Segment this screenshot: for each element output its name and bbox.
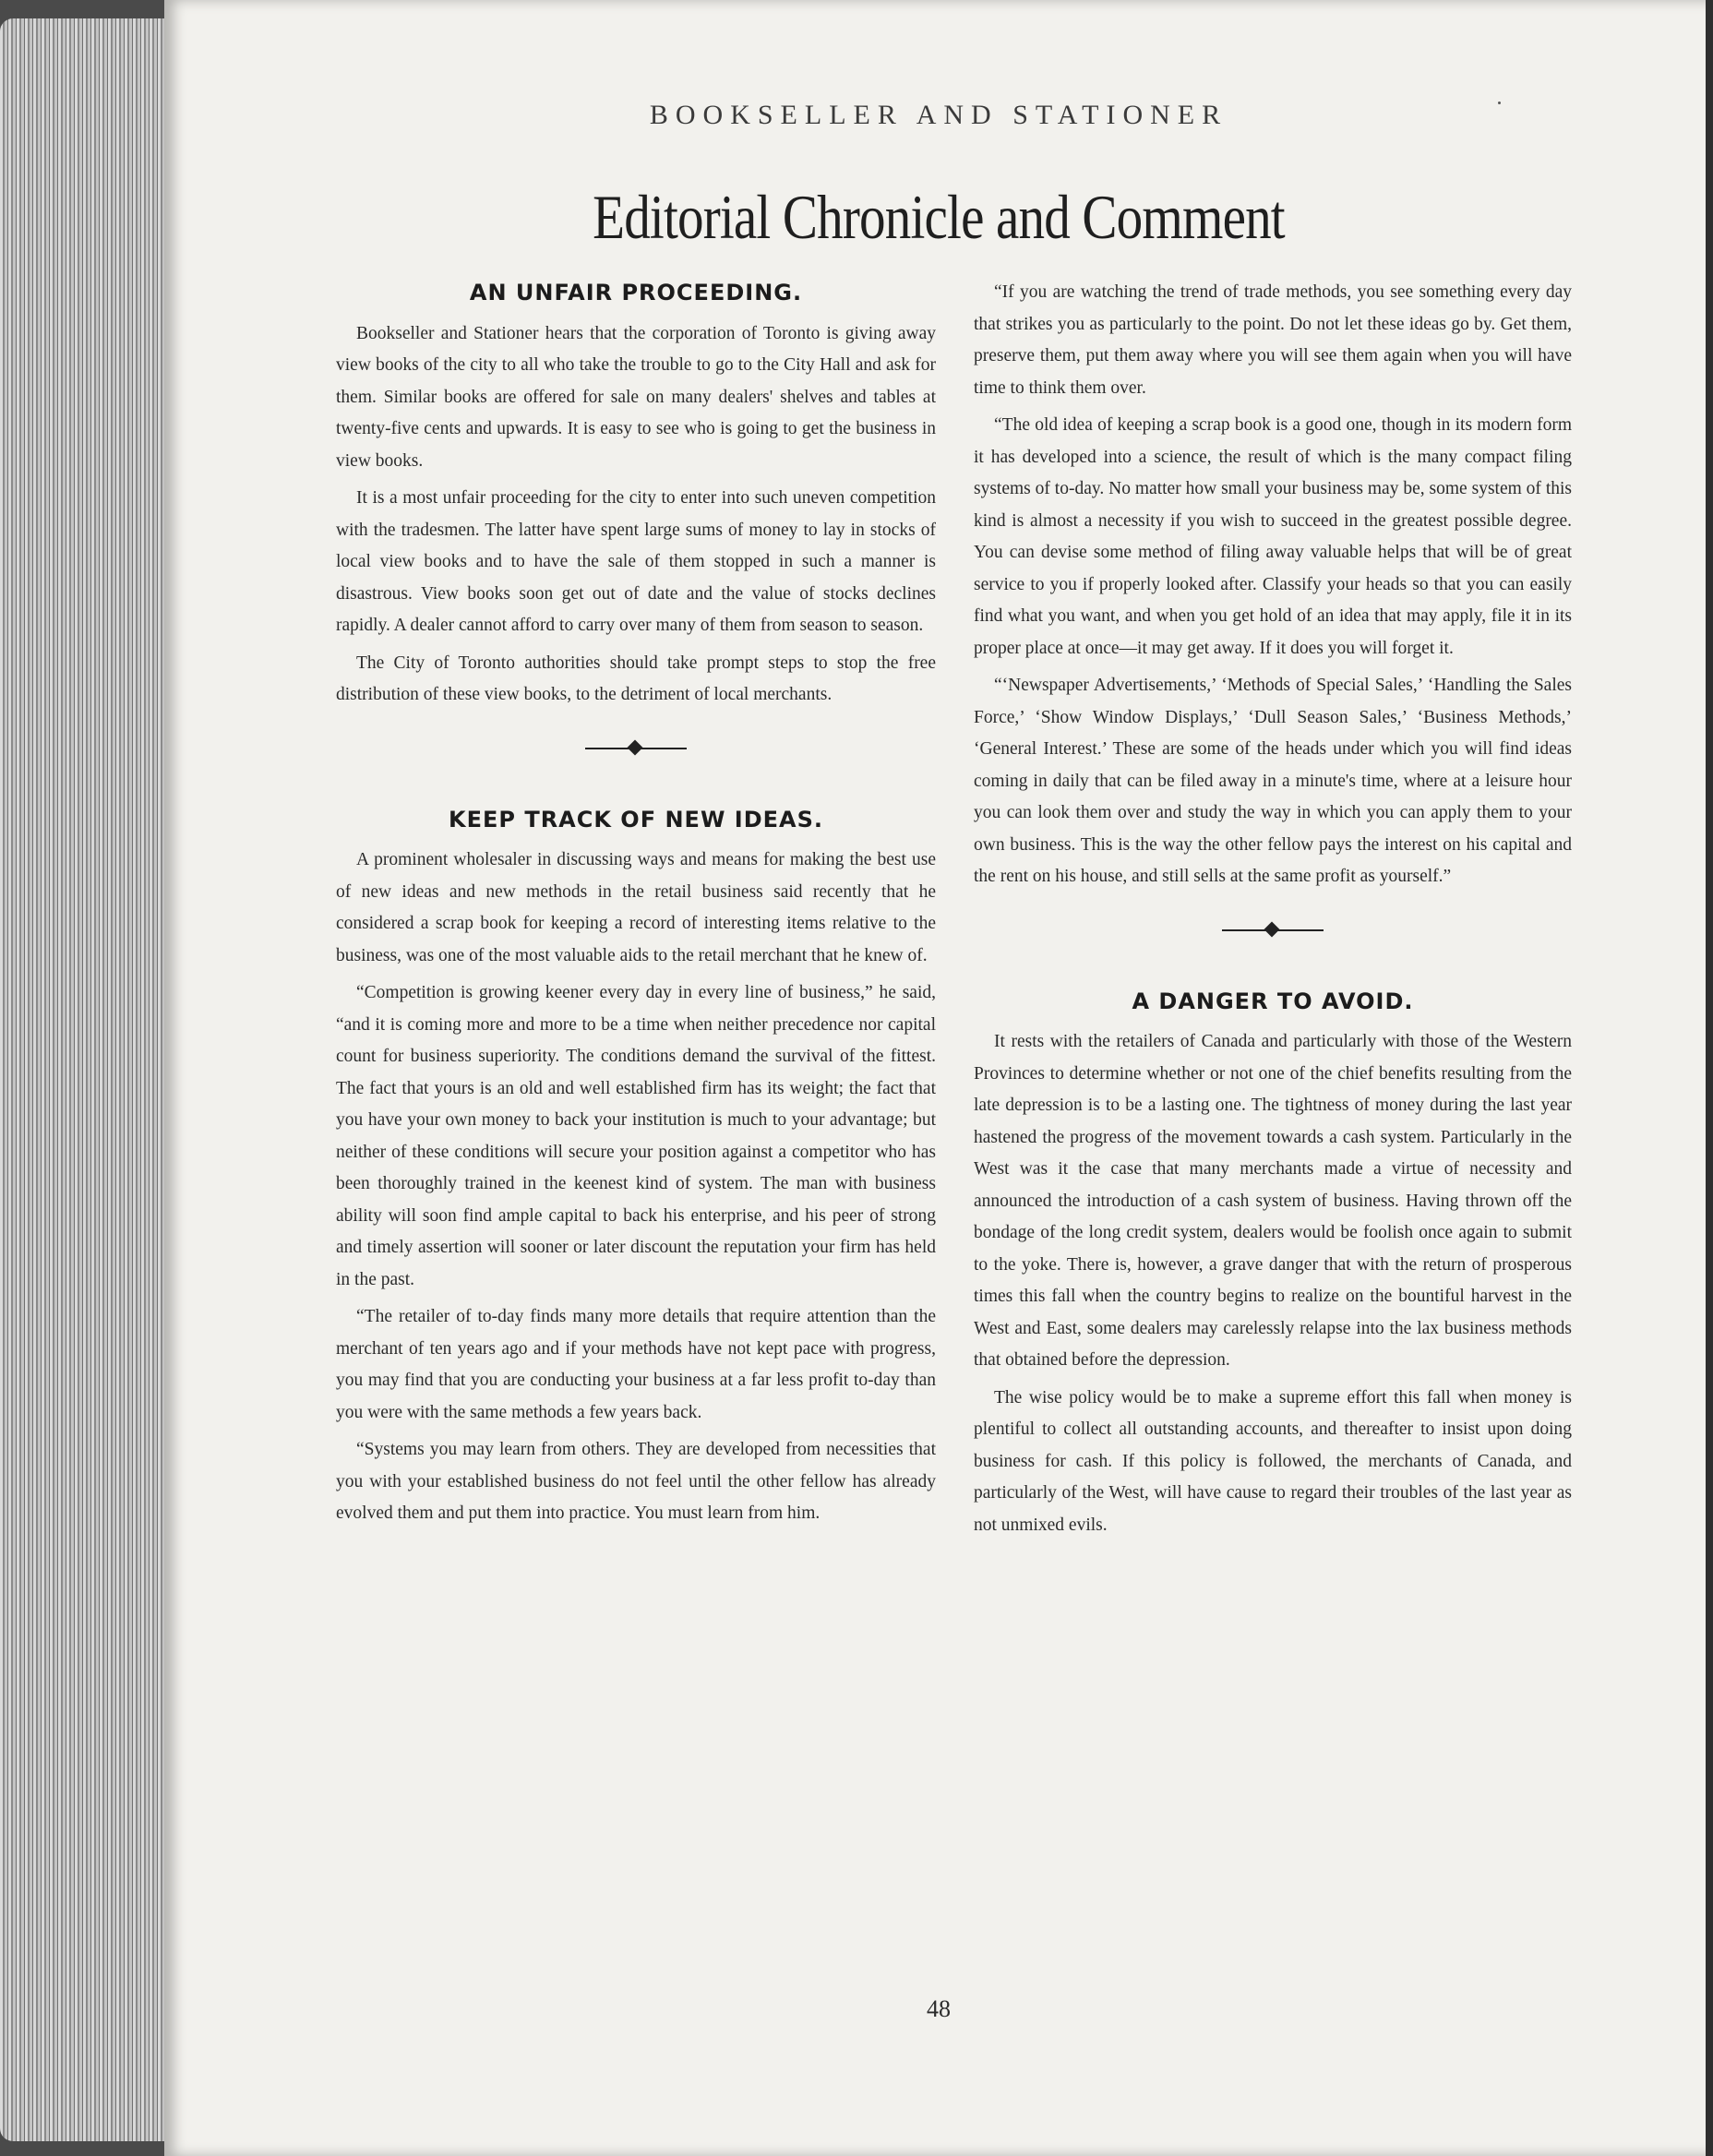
paragraph: The wise policy would be to make a supreme effort this fall when money is plentiful to collect all outstanding accounts, and thereafter to insist upon doing business for cash. If this policy is followed, the merchants of Canada, and particularly of the West, will have cause to regard their troubles of the last year as not unmixed evils. <box>974 1387 1572 1535</box>
heading-a-danger-to-avoid: A DANGER TO AVOID. <box>1132 988 1414 1014</box>
paragraph: The City of Toronto authorities should take prompt steps to stop the free distribution of these view books, to the detriment of local merchants. <box>336 653 936 704</box>
paragraph: “Competition is growing keener every day in every line of business,” he said, “and it is coming more and more to be a time when neither precedence nor capital count for business superiority. The conditions demand the survival of the fittest. The fact that yours is an old and well established firm has its weight; the fact that you have your own money to back your institution is much to your advantage; but neither of these conditions will secure your position against a competitor who has been thoroughly trained in the keenest kind of system. The man with business ability will soon find ample capital to back his enterprise, and his peer of strong and timely assertion will sooner or later discount the reputation your firm has held in the past. <box>336 983 936 1289</box>
diamond-ornament-icon <box>628 739 643 755</box>
paragraph: It is a most unfair proceeding for the city to enter into such uneven competition with the tradesmen. The latter have spent large sums of money to lay in stocks of local view books and to have the sale of them stopped in such a manner is disastrous. View books soon get out of date and the value of stocks declines rapidly. A dealer cannot afford to carry over many of them from season to season. <box>336 488 936 635</box>
page-right-edge <box>1706 0 1713 2156</box>
paragraph: A prominent wholesaler in discussing ways and means for making the best use of new ideas and new methods in the retail business said recently that he considered a scrap book for keeping a record of interesting items relative to the business, was one of the most valuable aids to the retail merchant that he knew of. <box>336 850 936 965</box>
paragraph: “If you are watching the trend of trade methods, you see something every day that strikes you as particularly to the point. Do not let these ideas go by. Get them, preserve them, put them away where you will see them again when you will have time to think them over. <box>974 282 1572 398</box>
page-number: 48 <box>927 1995 951 2022</box>
diamond-ornament-icon <box>1264 921 1280 937</box>
right-column <box>974 277 1572 1547</box>
book-page-edges <box>0 18 171 2141</box>
paragraph: “‘Newspaper Advertisements,’ ‘Methods of Special Sales,’ ‘Handling the Sales Force,’ ‘Show Window Displays,’ ‘Dull Season Sales,’ ‘Business Methods,’ ‘General Interest.’ These are some of the heads under which you will find ideas coming in daily that can be filed away in a minute's time, where at a leisure hour you can look them over and study the way in which you can apply them to your own business. This is the way the other fellow pays the interest on his capital and the rent on his house, and still sells at the same profit as yourself.” <box>974 676 1572 886</box>
section-divider <box>585 739 687 758</box>
heading-keep-track-of-new-ideas: KEEP TRACK OF NEW IDEAS. <box>448 806 823 832</box>
section-divider <box>1222 921 1324 940</box>
left-column <box>336 277 936 1536</box>
heading-unfair-proceeding: AN UNFAIR PROCEEDING. <box>469 280 803 305</box>
magazine-page <box>164 0 1713 2156</box>
running-head: BOOKSELLER AND STATIONER <box>649 100 1228 130</box>
paragraph: Bookseller and Stationer hears that the corporation of Toronto is giving away view books of the city to all who take the trouble to go to the City Hall and ask for them. Similar books are offered for sale on many dealers' shelves and tables at twenty-five cents and upwards. It is easy to see who is going to get the business in view books. <box>336 323 936 471</box>
paragraph: “Systems you may learn from others. They are developed from necessities that you with your established business do not feel until the other fellow has already evolved them and put them into practice. You must learn from him. <box>336 1440 936 1523</box>
paragraph: “The retailer of to-day finds many more details that require attention than the merchant of ten years ago and if your methods have not kept pace with progress, you may find that you are conducting your business at a far less profit to-day than you were with the same methods a few years back. <box>336 1307 936 1422</box>
paragraph: “The old idea of keeping a scrap book is a good one, though in its modern form it has developed into a science, the result of which is the many compact filing systems of to-day. No matter how small your business may be, some system of this kind is almost a necessity if you wish to succeed in the greatest possible degree. You can devise some method of filing away valuable helps that will be of great service to you if properly looked after. Classify your heads so that you can easily find what you want, and when you get hold of an idea that may apply, file it in its proper place at once—it may get away. If it does you will forget it. <box>974 415 1572 658</box>
page-title: Editorial Chronicle and Comment <box>593 182 1285 252</box>
paragraph: It rests with the retailers of Canada and particularly with those of the Western Provinces to determine whether or not one of the chief benefits resulting from the late depression is to be a lasting one. The tightness of money during the last year hastened the progress of the movement towards a cash system. Particularly in the West was it the case that many merchants made a virtue of necessity and announced the introduction of a cash system of business. Having thrown off the bondage of the long credit system, dealers would be foolish once again to submit to the yoke. There is, however, a grave danger that with the return of prosperous times this fall when the country begins to realize on the bountiful harvest in the West and East, some dealers may carelessly relapse into the lax business methods that obtained before the depression. <box>974 1032 1572 1370</box>
